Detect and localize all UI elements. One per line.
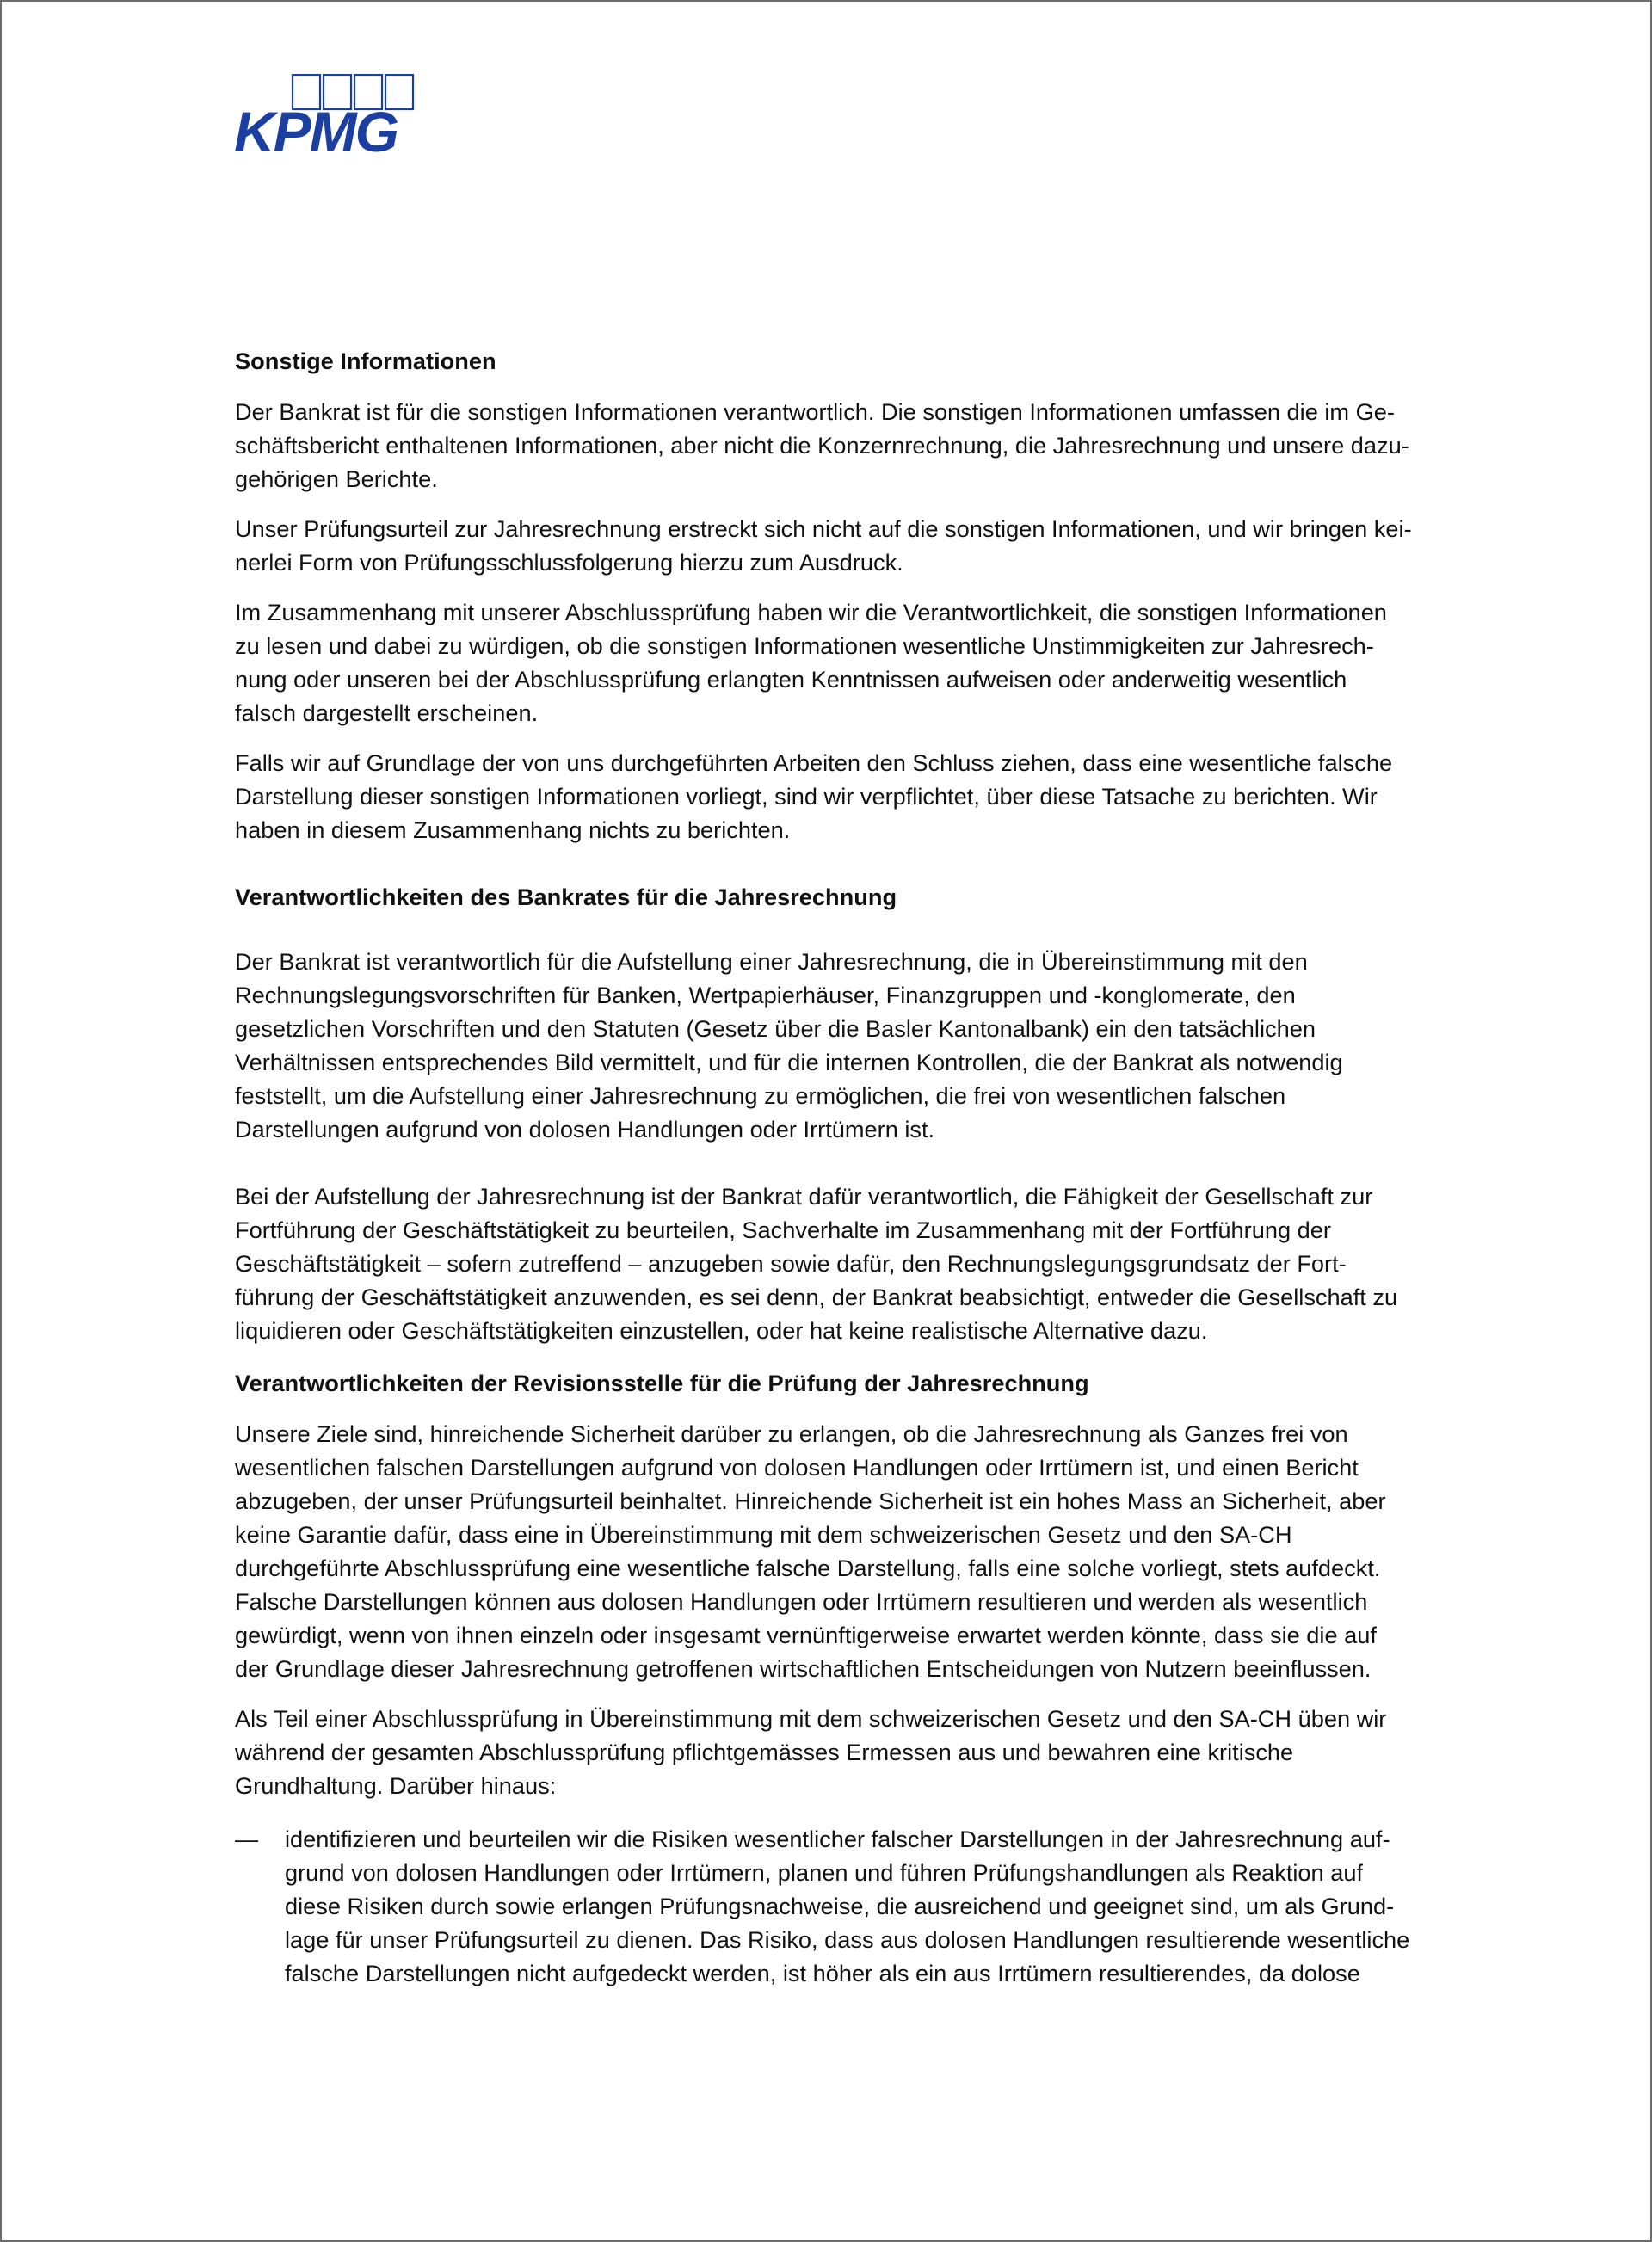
heading-board-responsibility: Verantwortlichkeiten des Bankrates für die Jahresrechnung <box>235 884 897 910</box>
paragraph: Der Bankrat ist für die sonstigen Informationen verantwortlich. Die sonstigen Informationen umfassen die im Ge- schäftsbericht enthaltenen Informationen, aber nicht die Konzernrechnung, die Jahresrechnung und unsere dazu- gehörigen Berichte. <box>235 398 1409 492</box>
heading-other-info: Sonstige Informationen <box>235 348 496 374</box>
document-body <box>235 344 1504 1990</box>
list-item <box>235 1822 1504 1990</box>
logo-text: KPMG <box>234 100 398 157</box>
paragraph: Falls wir auf Grundlage der von uns durchgeführten Arbeiten den Schluss ziehen, dass eine wesentliche falsche Darstellung dieser sonstigen Informationen vorliegt, sind wir verpflichtet, über diese Tatsache zu berichten. Wir haben in diesem Zusammenhang nichts zu berichten. <box>235 749 1393 843</box>
heading-auditor-responsibility: Verantwortlichkeiten der Revisionsstelle für die Prüfung der Jahresrechnung <box>235 1370 1089 1396</box>
dash-bullet: — <box>235 1826 259 1852</box>
list-item-text: identifizieren und beurteilen wir die Risiken wesentlicher falscher Darstellungen in der Jahresrechnung auf- grund von dolosen Handlungen oder Irrtümern, planen und führen Prüfungshandlungen als Reaktion auf diese Risiken durch sowie erlangen Prüfungsnachweise, die ausreichend und geeignet sind, um als Grund- lage für unser Prüfungsurteil zu dienen. Das Risiko, dass aus dolosen Handlungen resultierende wesentliche falsche Darstellungen nicht aufgedeckt werden, ist höher als ein aus Irrtümern resultierendes, da dolose <box>285 1826 1410 1986</box>
paragraph: Im Zusammenhang mit unserer Abschlussprüfung haben wir die Verantwortlichkeit, die sonstigen Informationen zu lesen und dabei zu würdigen, ob die sonstigen Informationen wesentliche Unstimmigkeiten zur Jahresrech- nung oder unseren bei der Abschlussprüfung erlangten Kenntnissen aufweisen oder anderweitig wesentlich falsch dargestellt erscheinen. <box>235 599 1387 726</box>
paragraph: Unser Prüfungsurteil zur Jahresrechnung erstreckt sich nicht auf die sonstigen Informationen, und wir bringen kei- nerlei Form von Prüfungsschlussfolgerung hierzu zum Ausdruck. <box>235 515 1412 576</box>
paragraph: Unsere Ziele sind, hinreichende Sicherheit darüber zu erlangen, ob die Jahresrechnung als Ganzes frei von wesentlichen falschen Darstellungen aufgrund von dolosen Handlungen oder Irrtümern ist, und einen Bericht abzugeben, der unser Prüfungsurteil beinhaltet. Hinreichende Sicherheit ist ein hohes Mass an Sicherheit, aber keine Garantie dafür, dass eine in Übereinstimmung mit dem schweizerischen Gesetz und den SA-CH durchgeführte Abschlussprüfung eine wesentliche falsche Darstellung, falls eine solche vorliegt, stets aufdeckt. Falsche Darstellungen können aus dolosen Handlungen oder Irrtümern resultieren und werden als wesentlich gewürdigt, wenn von ihnen einzeln oder insgesamt vernünftigerweise erwartet werden könnte, dass sie die auf der Grundlage dieser Jahresrechnung getroffenen wirtschaftlichen Entscheidungen von Nutzern beeinflussen. <box>235 1420 1386 1682</box>
paragraph: Der Bankrat ist verantwortlich für die Aufstellung einer Jahresrechnung, die in Übereinstimmung mit den Rechnungslegungsvorschriften für Banken, Wertpapierhäuser, Finanzgruppen und -konglomerate, den gesetzlichen Vorschriften und den Statuten (Gesetz über die Basler Kantonalbank) ein den tatsächlichen Verhältnissen entsprechendes Bild vermittelt, und für die internen Kontrollen, die der Bankrat als notwendig feststellt, um die Aufstellung einer Jahresrechnung zu ermöglichen, die frei von wesentlichen falschen Darstellungen aufgrund von dolosen Handlungen oder Irrtümern ist. <box>235 948 1343 1143</box>
paragraph: Bei der Aufstellung der Jahresrechnung ist der Bankrat dafür verantwortlich, die Fähigkeit der Gesellschaft zur Fortführung der Geschäftstätigkeit zu beurteilen, Sachverhalte im Zusammenhang mit der Fortführung der Geschäftstätigkeit – sofern zutreffend – anzugeben sowie dafür, den Rechnungslegungsgrundsatz der Fort- führung der Geschäftstätigkeit anzuwenden, es sei denn, der Bankrat beabsichtigt, entweder die Gesellschaft zu liquidieren oder Geschäftstätigkeiten einzustellen, oder hat keine realistische Alternative dazu. <box>235 1183 1398 1344</box>
kpmg-logo <box>234 74 434 157</box>
paragraph: Als Teil einer Abschlussprüfung in Übereinstimmung mit dem schweizerischen Gesetz und den SA-CH üben wir während der gesamten Abschlussprüfung pflichtgemässes Ermessen aus und bewahren eine kritische Grundhaltung. Darüber hinaus: <box>235 1705 1387 1799</box>
